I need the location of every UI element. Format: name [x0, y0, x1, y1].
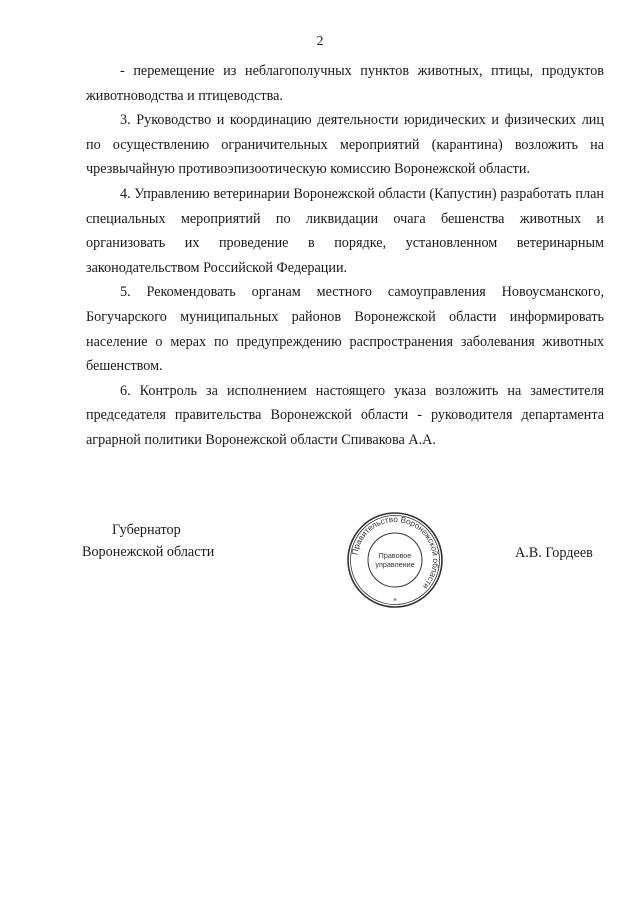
document-body — [86, 59, 604, 453]
stamp-inner-line1: Правовое — [378, 551, 412, 560]
paragraph-5-recommendation: 5. Рекомендовать органам местного самоуправления Новоусманского, Богучарского муниципальных районов Воронежской области информировать население о мерах по предупреждению распространения заболевания животных бешенством. — [86, 284, 604, 375]
signatory-title-line1: Губернатор — [112, 522, 181, 538]
paragraph-movement-restriction: - перемещение из неблагополучных пунктов животных, птицы, продуктов животноводства и птицеводства. — [86, 63, 604, 104]
official-stamp — [345, 510, 445, 610]
signatory-title-line2: Воронежской области — [82, 544, 215, 560]
stamp-star: * — [393, 597, 397, 606]
signature-block — [0, 519, 640, 609]
signatory-title — [82, 519, 214, 563]
stamp-inner-line2: управление — [375, 560, 415, 569]
paragraph-4-veterinary: 4. Управлению ветеринарии Воронежской области (Капустин) разработать план специальных мероприятий по ликвидации очага бешенства животных и организовать их проведение в порядке, установленном ветеринарным законодательством Российской Федерации. — [86, 185, 604, 276]
paragraph-6-control: 6. Контроль за исполнением настоящего указа возложить на заместителя председателя правительства Воронежской области - руководителя департамента аграрной политики Воронежской области Спивакова А.А. — [86, 382, 604, 448]
page-number: 2 — [316, 34, 324, 49]
signatory-name: А.В. Гордеев — [515, 545, 593, 561]
paragraph-3-coordination: 3. Руководство и координацию деятельности юридических и физических лиц по осуществлению ограничительных мероприятий (карантина) возложить на чрезвычайную противоэпизоотическую комиссию Воронежской области. — [86, 112, 604, 178]
stamp-outer-text: Правительство Воронежской области — [350, 514, 441, 591]
